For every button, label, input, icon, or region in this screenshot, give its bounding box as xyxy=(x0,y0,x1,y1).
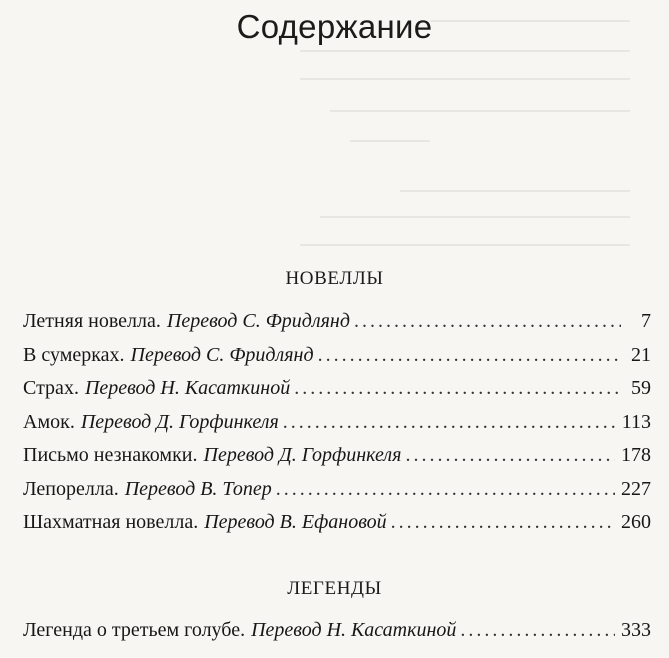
dot-leader xyxy=(276,478,615,501)
entry-translator: Перевод Д. Горфинкеля xyxy=(80,411,279,433)
dot-leader xyxy=(283,411,616,434)
bleed-through-line xyxy=(300,50,630,52)
dot-leader xyxy=(318,344,621,367)
toc-entry xyxy=(23,619,651,642)
dot-leader xyxy=(460,619,615,642)
entry-title: Страх. xyxy=(23,377,79,399)
entry-page-number: 7 xyxy=(641,310,651,332)
bleed-through-line xyxy=(350,140,430,142)
bleed-through-line xyxy=(300,244,630,246)
dot-leader xyxy=(391,511,615,534)
toc-entry xyxy=(23,478,651,501)
entry-page-number: 227 xyxy=(621,478,651,500)
bleed-through-line xyxy=(330,110,630,112)
page-title: Содержание xyxy=(236,8,433,45)
entry-page-number: 178 xyxy=(621,444,651,466)
toc-entry xyxy=(23,444,651,467)
entry-translator: Перевод В. Ефановой xyxy=(204,511,387,533)
dot-leader xyxy=(354,310,621,333)
entry-page-number: 59 xyxy=(631,377,651,399)
entry-title: Летняя новелла. xyxy=(23,310,161,332)
toc-entry xyxy=(23,377,651,400)
entry-title: Лепорелла. xyxy=(23,478,119,500)
toc-entry xyxy=(23,344,651,367)
entry-translator: Перевод Н. Касаткиной xyxy=(84,377,291,399)
toc-entry xyxy=(23,411,651,434)
toc-entry xyxy=(23,511,651,534)
bleed-through-line xyxy=(320,216,630,218)
entry-title: В сумерках. xyxy=(23,344,125,366)
entry-title: Письмо незнакомки. xyxy=(23,444,198,466)
entry-translator: Перевод Д. Горфинкеля xyxy=(203,444,402,466)
entry-title: Легенда о третьем голубе. xyxy=(23,619,246,641)
entry-translator: Перевод С. Фридлянд xyxy=(166,310,350,332)
toc-entry xyxy=(23,310,651,333)
bleed-through-line xyxy=(300,78,630,80)
entry-page-number: 113 xyxy=(621,411,651,433)
dot-leader xyxy=(405,444,615,467)
entry-title: Амок. xyxy=(23,411,75,433)
entry-translator: Перевод С. Фридлянд xyxy=(130,344,314,366)
bleed-through-line xyxy=(400,190,630,192)
entry-page-number: 333 xyxy=(621,619,651,641)
entry-page-number: 260 xyxy=(621,511,651,533)
entry-translator: Перевод Н. Касаткиной xyxy=(251,619,457,641)
section-heading-legends: ЛЕГЕНДЫ xyxy=(287,578,382,599)
entry-title: Шахматная новелла. xyxy=(23,511,199,533)
entry-translator: Перевод В. Топер xyxy=(124,478,272,500)
dot-leader xyxy=(294,377,621,400)
section-heading-novels: НОВЕЛЛЫ xyxy=(285,268,384,289)
entry-page-number: 21 xyxy=(631,344,651,366)
